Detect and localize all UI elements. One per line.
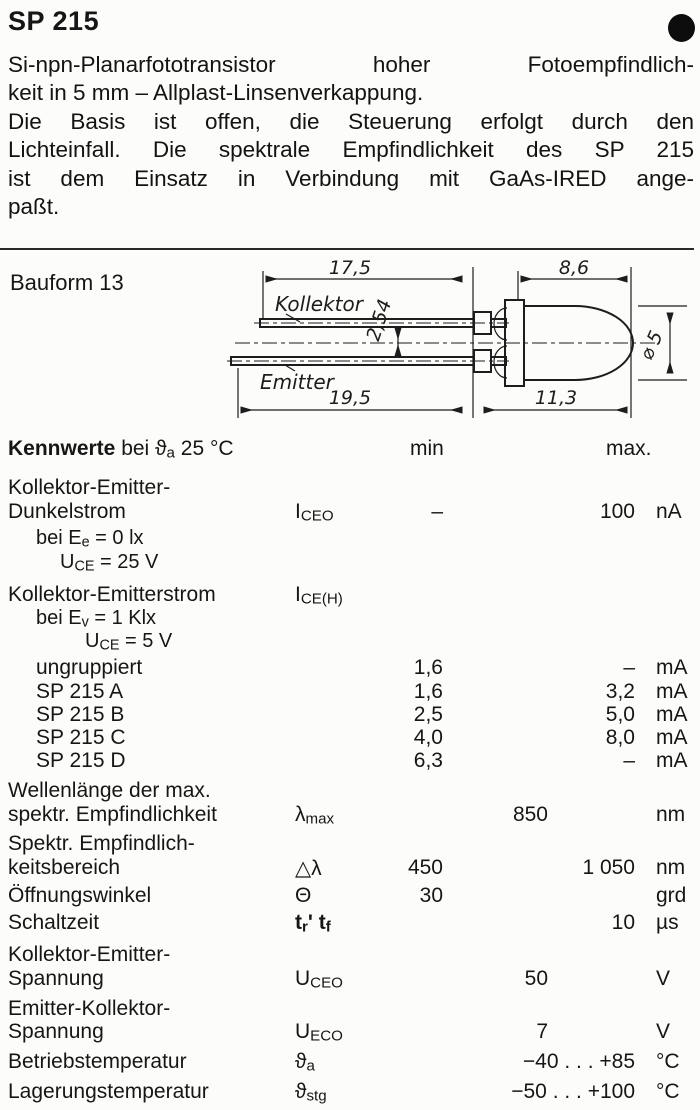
symbol-base: U [295,1020,311,1043]
collector-label: Kollektor [275,292,363,316]
condition-pre: bei E [36,527,82,549]
condition-sub: e [81,534,90,551]
value-typ: 50 [524,967,548,990]
table-row [0,1080,700,1105]
table-row [0,779,700,804]
symbol-base: λ [295,803,306,826]
value-max: – [623,656,635,679]
group-row [0,749,700,774]
value-min: 30 [419,884,443,907]
param-name: Schaltzeit [8,911,100,934]
table-row [0,911,700,936]
param-name: keitsbereich [8,856,121,879]
value-max: 10 [611,911,635,934]
symbol-base: ϑ [295,1050,307,1073]
param-name: Emitter-Kollektor- [8,997,171,1020]
unit: mA [656,726,688,749]
param-name: Lagerungstemperatur [8,1080,209,1103]
condition [85,630,172,653]
horizontal-rule [0,248,694,250]
group-name: SP 215 A [36,680,124,703]
value-max: 8,0 [605,726,635,749]
table-row [0,583,700,608]
symbol-sub: max [305,810,335,828]
value-max: – [623,749,635,772]
value-min: 450 [407,856,443,879]
dim-label-19-5: 19,5 [328,387,372,409]
unit: mA [656,703,688,726]
value-max: 100 [599,500,635,523]
param-name: Kollektor-Emitterstrom [8,583,216,606]
table-title [8,437,234,461]
param-name: Spannung [8,1020,104,1043]
param-name: spektr. Empfindlichkeit [8,803,217,826]
condition [60,551,158,574]
condition-pre: U [85,630,100,652]
value-min: 1,6 [413,680,443,703]
emitter-label: Emitter [260,370,334,394]
value-max: 1 050 [582,856,635,879]
package-drawing [226,252,698,424]
unit: mA [656,749,688,772]
value-min: 4,0 [413,726,443,749]
unit: nm [656,856,686,879]
param-symbol [295,1080,327,1104]
dim-label-2-54: 2,54 [362,296,397,344]
description-line: keit in 5 mm – Allplast-Linsenverkappung. [8,80,424,106]
table-row [0,1020,700,1045]
table-row [0,856,700,881]
bauform-label: Bauform 13 [10,270,124,295]
param-symbol [295,803,334,827]
group-row [0,726,700,751]
table-row [0,997,700,1022]
condition [36,527,144,550]
param-symbol: △λ [295,857,322,880]
table-row [0,500,700,525]
unit: °C [656,1080,680,1103]
table-title-bold: Kennwerte [8,437,116,460]
description-paragraphs [8,51,694,221]
condition-sub: CE [74,558,95,575]
col-header-max: max. [606,437,652,460]
group-row [0,703,700,728]
unit: °C [656,1050,680,1073]
condition-sub: v [81,614,89,631]
param-symbol [295,1020,343,1044]
table-title-mid: bei [115,437,156,460]
condition-pre: U [60,551,75,573]
table-row [0,943,700,968]
table-row [0,832,700,857]
col-header-min: min [410,437,444,460]
param-name: Spektr. Empfindlich- [8,832,195,855]
unit: V [656,967,671,990]
symbol-separator: ' [307,911,319,934]
value-min: 2,5 [413,703,443,726]
condition-row [0,607,700,632]
value-min: – [431,500,443,523]
description-line: ist dem Einsatz in Verbindung mit GaAs-IRED ange- [8,165,694,191]
param-name: Spannung [8,967,104,990]
value-min: 1,6 [413,656,443,679]
theta-symbol: ϑ [155,437,167,460]
table-row [0,803,700,828]
symbol-sub: ECO [310,1027,343,1045]
description-line: Die Basis ist offen, die Steuerung erfolgt durch den [8,108,694,134]
dim-label-8-6: 8,6 [558,257,590,279]
unit: nm [656,803,686,826]
symbol-base: U [295,967,311,990]
condition-post: = 5 V [119,630,173,652]
table-row [0,476,700,501]
group-row [0,680,700,705]
value-min: 6,3 [413,749,443,772]
unit: mA [656,656,688,679]
group-name: ungruppiert [36,656,143,679]
condition [36,607,156,630]
group-name: SP 215 C [36,726,126,749]
value-range: −50 . . . +100 [511,1080,635,1103]
param-name: Kollektor-Emitter- [8,476,171,499]
condition-post: = 0 lx [89,527,144,549]
param-symbol [295,583,343,607]
unit: mA [656,680,688,703]
dim-label-17-5: 17,5 [328,257,372,279]
page-title: SP 215 [8,6,100,36]
table-row [0,967,700,992]
dim-label-diameter: ⌀ 5 [635,327,668,364]
unit: µs [656,911,679,934]
symbol-base: I [295,500,301,523]
condition-row [0,630,700,655]
condition-sub: CE [99,637,120,654]
symbol-sub: stg [306,1087,327,1105]
symbol-sub: CEO [310,974,343,992]
unit: grd [656,884,687,907]
symbol-base: I [295,583,301,606]
param-name: Betriebstemperatur [8,1050,187,1073]
symbol-sub: a [306,1057,315,1075]
group-name: SP 215 D [36,749,126,772]
table-title-tail: 25 °C [174,437,234,460]
param-symbol [295,1050,315,1074]
param-symbol: Θ [295,884,312,907]
symbol-base: ϑ [295,1080,307,1103]
param-symbol [295,967,343,991]
param-name: Kollektor-Emitter- [8,943,171,966]
value-range: −40 . . . +85 [522,1050,635,1073]
symbol-sub: CE(H) [300,590,343,608]
param-name: Öffnungswinkel [8,884,152,907]
dim-label-11-3: 11,3 [534,387,578,409]
table-header-row [0,437,700,462]
description-line: Lichteinfall. Die spektrale Empfindlichkeit des SP 215 [8,137,694,163]
unit: nA [656,500,682,523]
corner-dot-icon [668,14,695,42]
param-name: Dunkelstrom [8,500,126,523]
group-name: SP 215 B [36,703,125,726]
condition-row [0,551,700,576]
param-name: Wellenlänge der max. [8,779,211,802]
symbol-sub: f [325,918,331,936]
symbol-sub: r [302,918,308,936]
table-row [0,1050,700,1075]
description-line: paßt. [8,194,60,220]
symbol-base: t [295,911,302,934]
condition-post: = 25 V [94,551,159,573]
value-max: 5,0 [605,703,635,726]
group-row [0,656,700,681]
param-symbol [295,911,331,935]
condition-pre: bei E [36,607,82,629]
value-typ: 850 [512,803,548,826]
condition-post: = 1 Klx [88,607,157,629]
value-typ: 7 [536,1020,548,1043]
theta-sub: a [166,444,175,462]
value-max: 3,2 [605,680,635,703]
symbol-sub: CEO [300,507,334,525]
symbol-base: t [318,911,326,934]
unit: V [656,1020,671,1043]
table-row [0,884,700,909]
description-line: Si-npn-Planarfototransistor hoher Fotoempfindlich- [8,52,694,77]
condition-row [0,527,700,552]
